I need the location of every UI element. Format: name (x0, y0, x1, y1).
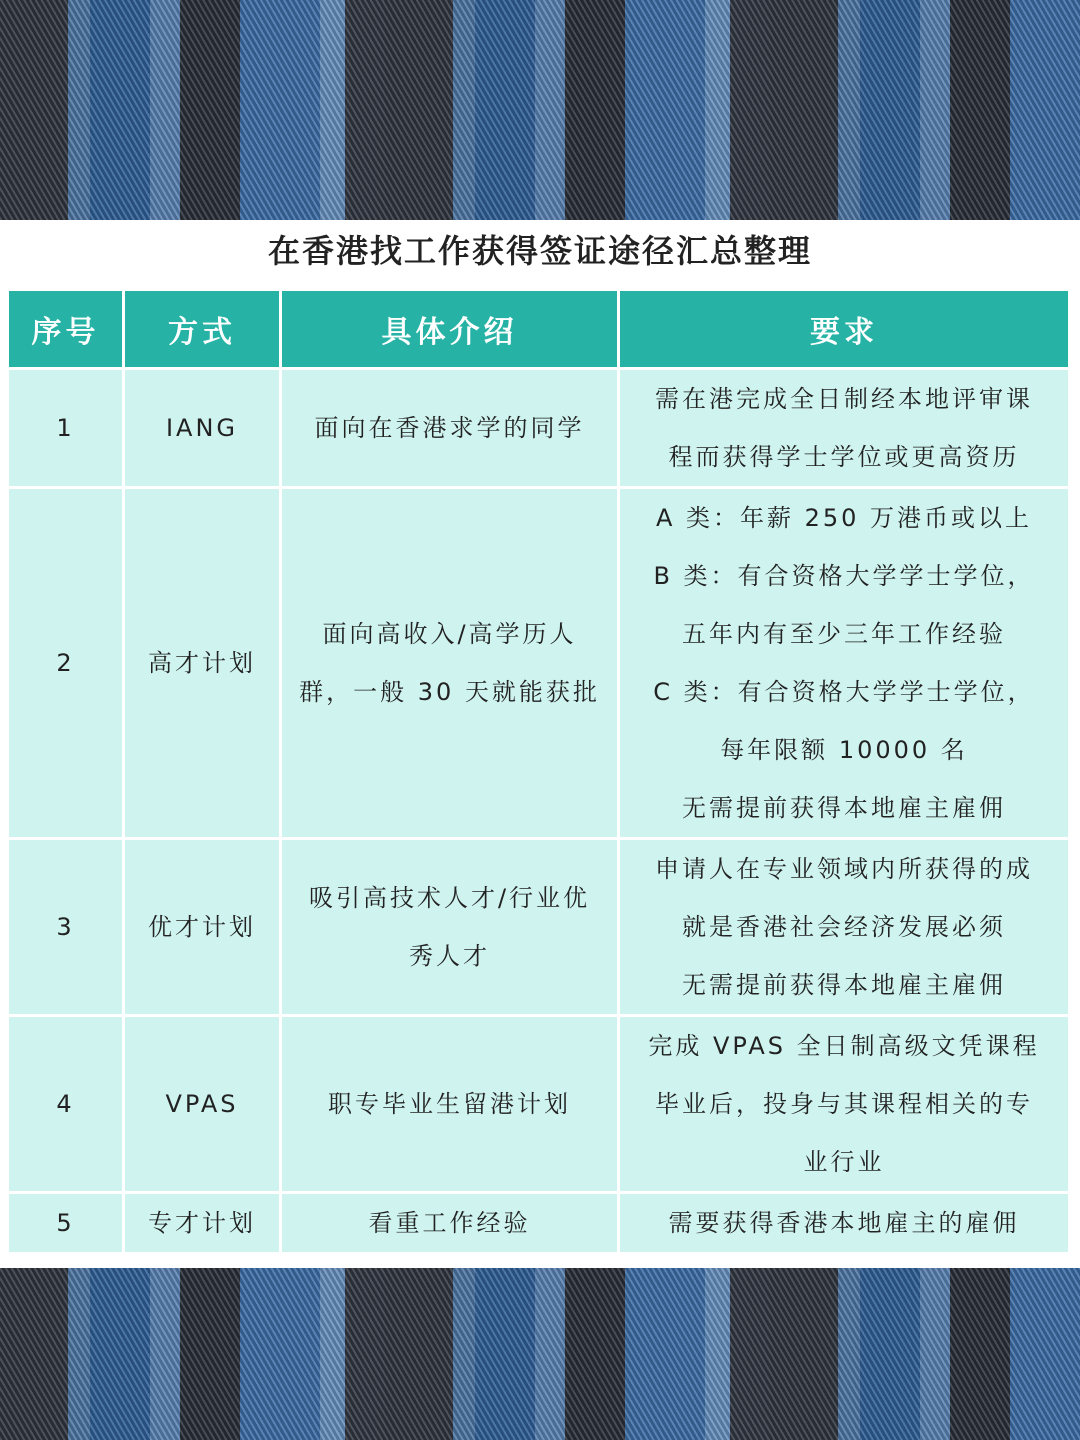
intro-line: 群，一般 30 天就能获批 (299, 678, 600, 706)
cell-requirements (619, 369, 1070, 488)
requirement-line: 程而获得学士学位或更高资历 (668, 443, 1020, 471)
cell-method: VPAS (124, 1016, 281, 1193)
header-method: 方式 (124, 290, 281, 369)
requirement-line: 需要获得香港本地雇主的雇佣 (668, 1209, 1020, 1237)
cell-no: 1 (8, 369, 124, 488)
cell-intro (281, 369, 619, 488)
intro-line: 面向在香港求学的同学 (314, 414, 585, 442)
requirement-line: B 类：有合资格大学学士学位， (653, 562, 1035, 590)
requirement-line: 无需提前获得本地雇主雇佣 (682, 971, 1006, 999)
header-intro: 具体介绍 (281, 290, 619, 369)
visa-routes-table (6, 288, 1071, 1255)
requirement-line: 无需提前获得本地雇主雇佣 (682, 794, 1006, 822)
requirement-line: A 类：年薪 250 万港币或以上 (655, 504, 1033, 532)
table-row (8, 369, 1070, 488)
intro-line: 看重工作经验 (368, 1209, 531, 1237)
cell-no: 2 (8, 488, 124, 839)
cell-method: 高才计划 (124, 488, 281, 839)
requirement-line: 五年内有至少三年工作经验 (682, 620, 1006, 648)
cell-method: IANG (124, 369, 281, 488)
cell-requirements (619, 1016, 1070, 1193)
cell-requirements (619, 1193, 1070, 1254)
requirement-line: 申请人在专业领域内所获得的成 (655, 855, 1033, 883)
requirement-line: 业行业 (803, 1148, 885, 1176)
cell-intro (281, 839, 619, 1016)
cell-no: 4 (8, 1016, 124, 1193)
header-requirements: 要求 (619, 290, 1070, 369)
intro-line: 职专毕业生留港计划 (328, 1090, 571, 1118)
cell-no: 3 (8, 839, 124, 1016)
requirement-line: 每年限额 10000 名 (720, 736, 968, 764)
cell-no: 5 (8, 1193, 124, 1254)
requirement-line: 毕业后，投身与其课程相关的专 (655, 1090, 1033, 1118)
table-row (8, 1193, 1070, 1254)
cell-intro (281, 1016, 619, 1193)
requirement-line: 就是香港社会经济发展必须 (682, 913, 1006, 941)
requirement-line: 需在港完成全日制经本地评审课 (655, 385, 1033, 413)
intro-line: 面向高收入/高学历人 (322, 620, 577, 648)
requirement-line: 完成 VPAS 全日制高级文凭课程 (648, 1032, 1040, 1060)
cell-method: 优才计划 (124, 839, 281, 1016)
cell-intro (281, 488, 619, 839)
header-no: 序号 (8, 290, 124, 369)
requirement-line: C 类：有合资格大学学士学位， (653, 678, 1035, 706)
denim-background-top (0, 0, 1080, 220)
page-title: 在香港找工作获得签证途径汇总整理 (267, 232, 812, 270)
cell-requirements (619, 839, 1070, 1016)
cell-method: 专才计划 (124, 1193, 281, 1254)
table-row (8, 839, 1070, 1016)
table-row (8, 488, 1070, 839)
table-row (8, 1016, 1070, 1193)
table-header-row (8, 290, 1070, 369)
cell-requirements (619, 488, 1070, 839)
cell-intro (281, 1193, 619, 1254)
denim-background-bottom (0, 1268, 1080, 1440)
intro-line: 秀人才 (409, 942, 490, 970)
intro-line: 吸引高技术人才/行业优 (308, 884, 591, 912)
